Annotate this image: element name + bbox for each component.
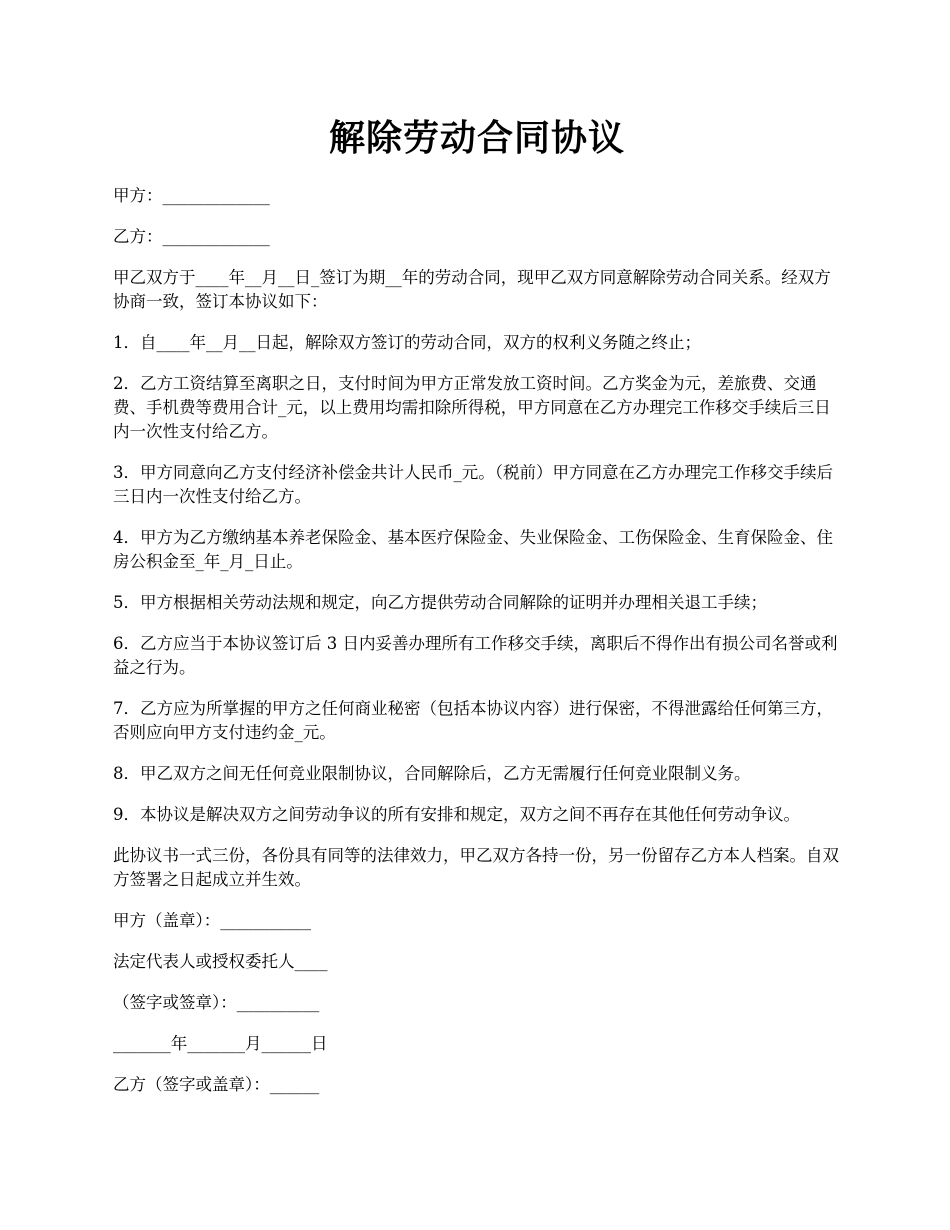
clause-9: 9．本协议是解决双方之间劳动争议的所有安排和规定，双方之间不再存在其他任何劳动争议。 — [113, 805, 800, 824]
party-b-line: 乙方：_____________ — [113, 227, 270, 246]
clause-3: 3．甲方同意向乙方支付经济补偿金共计人民币_元。（税前）甲方同意在乙方办理完工作移交手续后三日内一次性支付给乙方。 — [113, 463, 833, 506]
clause-5: 5．甲方根据相关劳动法规和规定，向乙方提供劳动合同解除的证明并办理相关退工手续； — [113, 593, 767, 612]
clause-2: 2．乙方工资结算至离职之日，支付时间为甲方正常发放工资时间。乙方奖金为元，差旅费、交通费、手机费等费用合计_元，以上费用均需扣除所得税，甲方同意在乙方办理完工作移交手续后三日内一次性支付给乙方。 — [113, 374, 831, 441]
clause-6: 6．乙方应当于本协议签订后 3 日内妥善办理所有工作移交手续，离职后不得作出有损公司名誉或利益之行为。 — [113, 634, 838, 677]
signature-date: _______年_______月______日 — [113, 1034, 328, 1053]
signature-representative: 法定代表人或授权委托人____ — [113, 952, 328, 971]
document-title: 解除劳动合同协议 — [328, 117, 625, 159]
signature-party-a-seal: 甲方（盖章）：___________ — [113, 911, 311, 930]
clause-8: 8．甲乙双方之间无任何竞业限制协议，合同解除后，乙方无需履行任何竞业限制义务。 — [113, 764, 751, 783]
party-a-line: 甲方：_____________ — [113, 186, 270, 205]
intro-paragraph: 甲乙双方于____年__月__日_签订为期__年的劳动合同，现甲乙双方同意解除劳动合同关系。经双方协商一致，签订本协议如下： — [113, 268, 831, 311]
signature-sign-or-seal: （签字或签章）：__________ — [113, 993, 320, 1012]
closing-paragraph: 此协议书一式三份，各份具有同等的法律效力，甲乙双方各持一份，另一份留存乙方本人档案。自双方签署之日起成立并生效。 — [113, 846, 839, 889]
clause-7: 7．乙方应为所掌握的甲方之任何商业秘密（包括本协议内容）进行保密，不得泄露给任何第三方，否则应向甲方支付违约金_元。 — [113, 699, 833, 742]
signature-party-b: 乙方（签字或盖章）：______ — [113, 1075, 320, 1094]
clause-4: 4．甲方为乙方缴纳基本养老保险金、基本医疗保险金、失业保险金、工伤保险金、生育保险金、住房公积金至_年_月_日止。 — [113, 528, 833, 571]
clause-1: 1．自____年__月__日起，解除双方签订的劳动合同，双方的权利义务随之终止； — [113, 333, 701, 352]
document-page — [113, 110, 841, 1114]
